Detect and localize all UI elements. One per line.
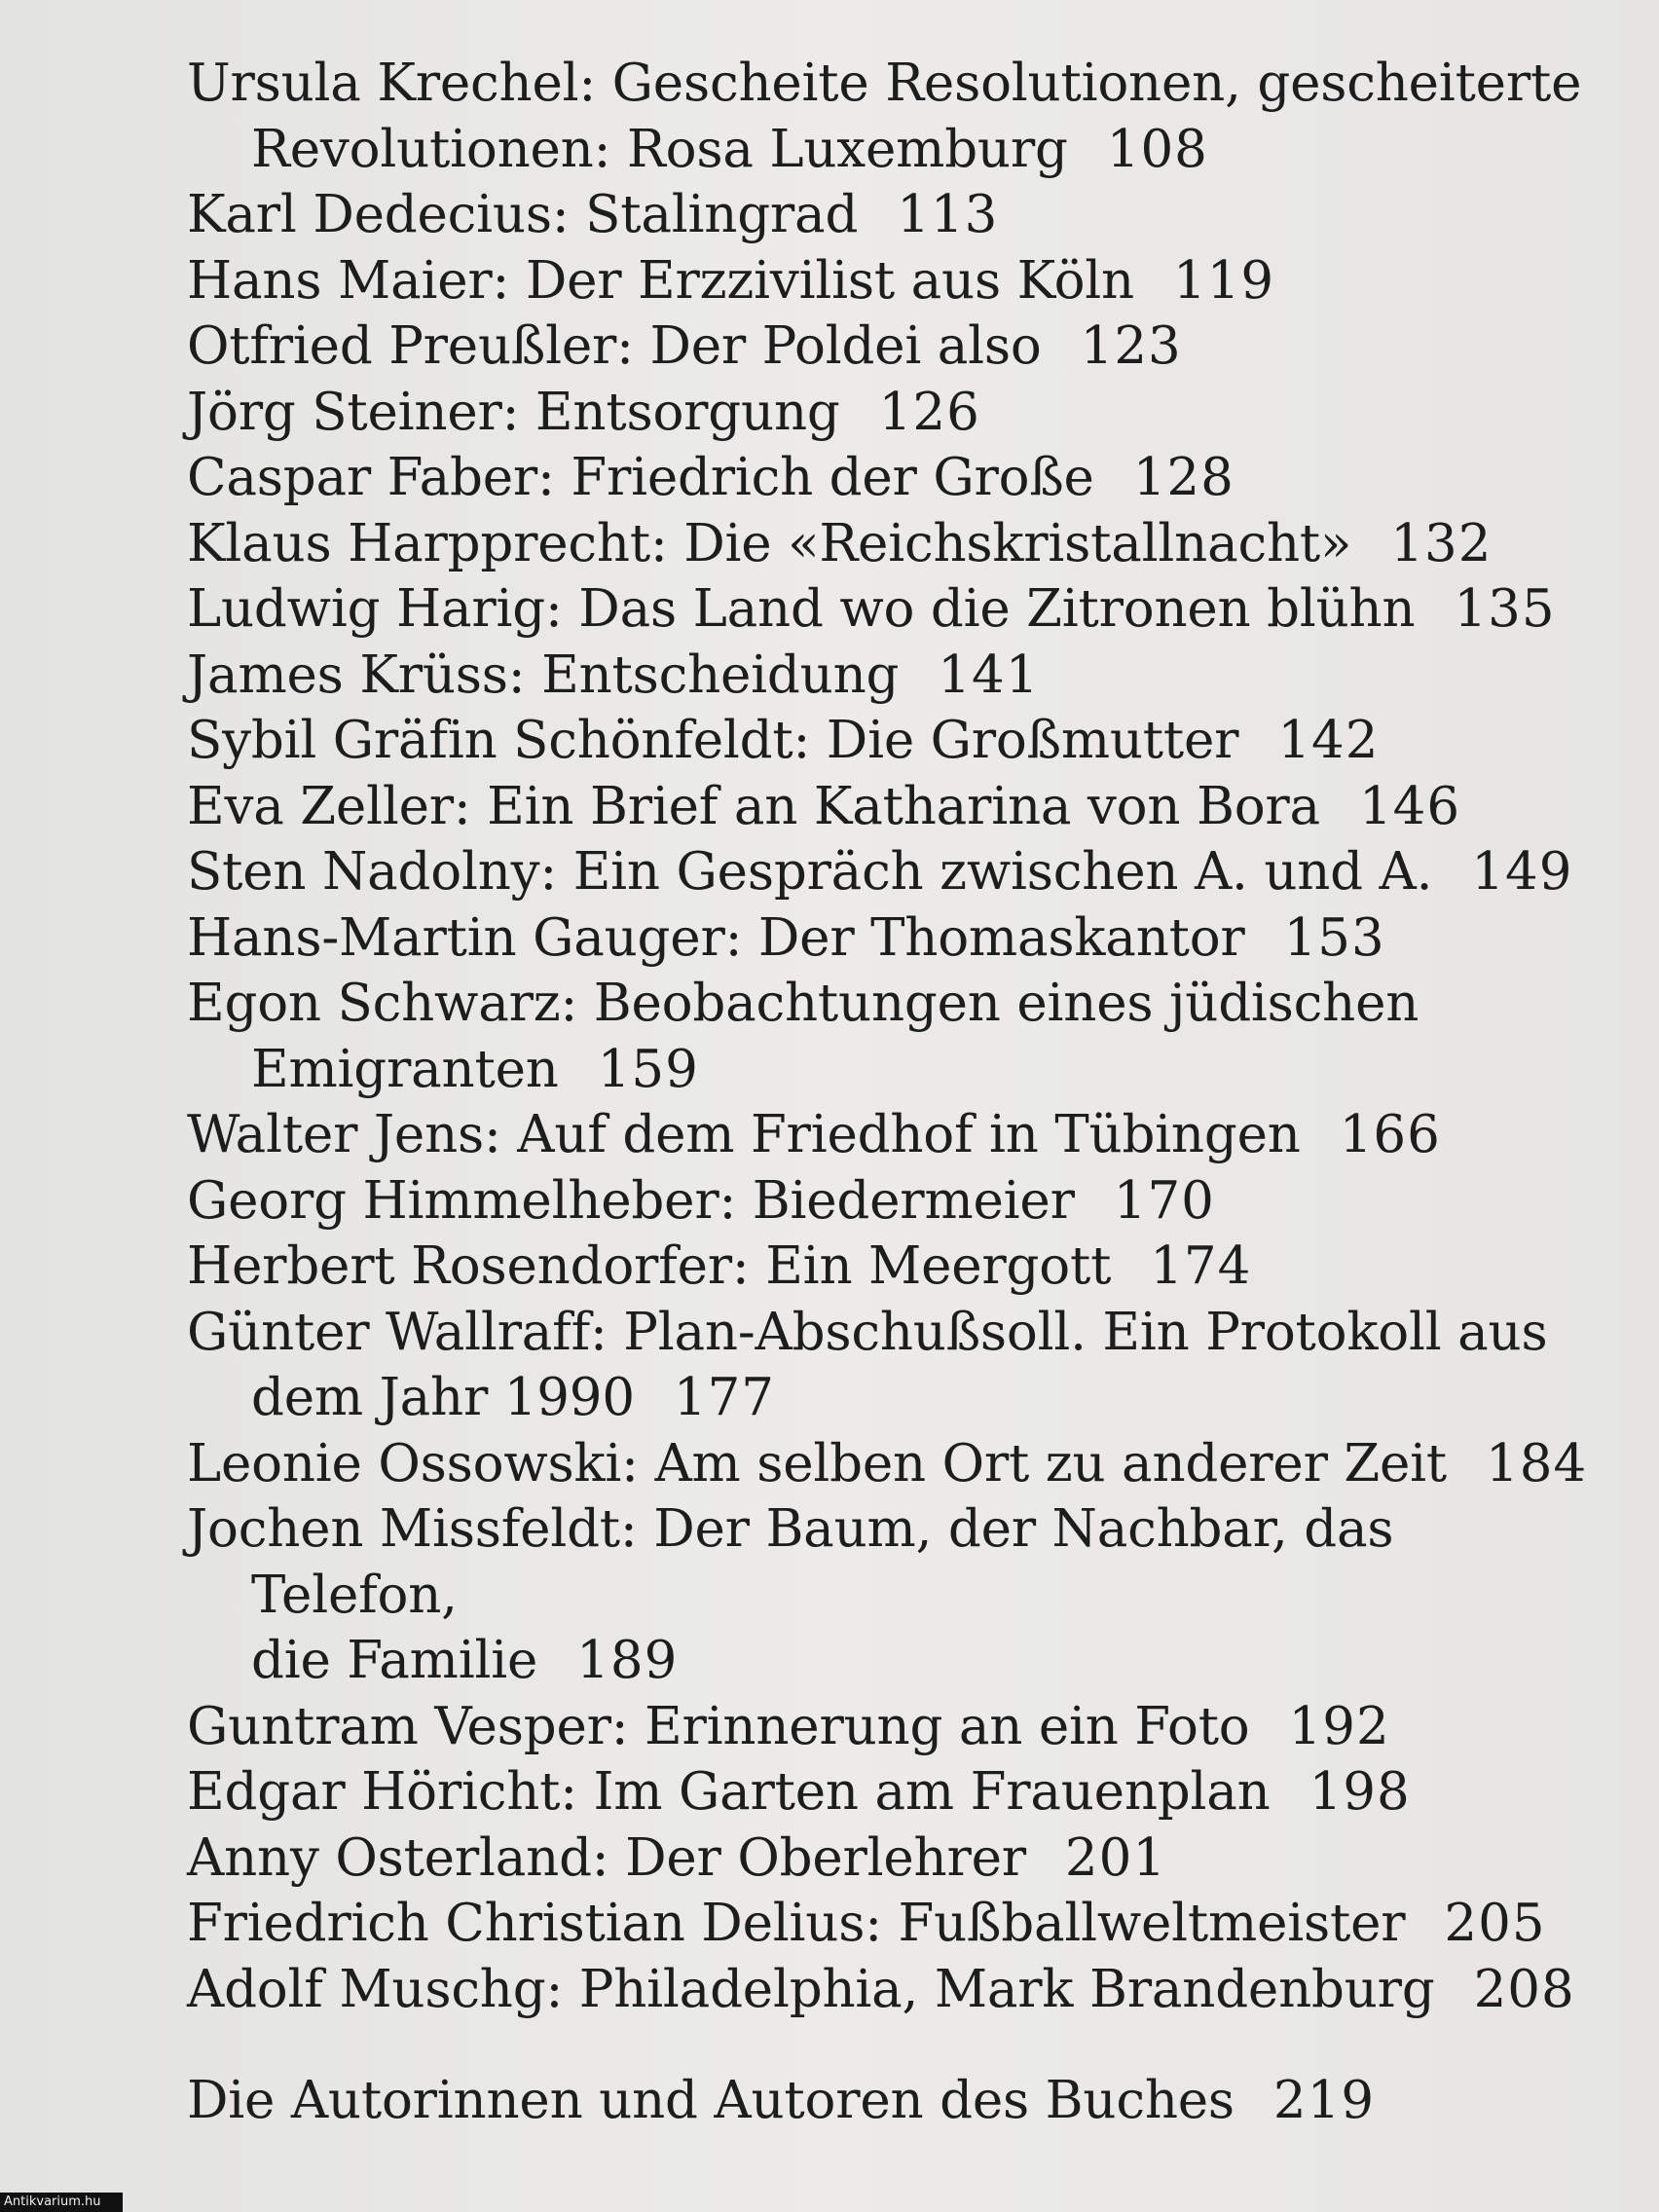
entry-title: Caspar Faber: Friedrich der Große: [187, 448, 1094, 507]
entry-title: Walter Jens: Auf dem Friedhof in Tübingen: [187, 1105, 1301, 1164]
section-gap: [187, 2022, 1589, 2068]
entry-title: Jochen Missfeldt: Der Baum, der Nachbar, das Telefon,: [187, 1499, 1394, 1625]
entry-title: Eva Zeller: Ein Brief an Katharina von Bora: [187, 776, 1320, 836]
entry-page-number: 123: [1080, 316, 1182, 376]
toc-entry: [187, 1300, 1589, 1431]
entry-title: Ursula Krechel: Gescheite Resolutionen, gescheiterte: [187, 54, 1582, 113]
entry-title: Edgar Höricht: Im Garten am Frauenplan: [187, 1762, 1271, 1822]
toc-entry: [187, 1957, 1589, 2023]
entry-title: Jörg Steiner: Entsorgung: [187, 382, 840, 442]
entry-title: Karl Dedecius: Stalingrad: [187, 185, 859, 244]
appendix-title: Die Autorinnen und Autoren des Buches: [187, 2071, 1235, 2130]
entry-page-number: 108: [1106, 119, 1208, 179]
toc-entry: [187, 971, 1589, 1102]
toc-entry: [187, 1694, 1589, 1760]
entry-title: Ludwig Harig: Das Land wo die Zitronen blühn: [187, 579, 1416, 639]
toc-entry: [187, 380, 1589, 446]
entry-title: Anny Osterland: Der Oberlehrer: [187, 1827, 1026, 1888]
entry-page-number: 184: [1486, 1433, 1588, 1493]
toc-entry: [187, 1234, 1589, 1300]
entry-title: James Krüss: Entscheidung: [187, 645, 900, 705]
toc-entry: [187, 708, 1589, 774]
toc-entry: [187, 1759, 1589, 1825]
entry-title: Hans Maier: Der Erzzivilist aus Köln: [187, 250, 1134, 311]
toc-entry: [187, 445, 1589, 511]
entry-title: Adolf Muschg: Philadelphia, Mark Brandenburg: [187, 1959, 1435, 2019]
entry-page-number: 159: [597, 1039, 699, 1099]
entry-page-number: 170: [1113, 1170, 1215, 1231]
toc-entry: [187, 774, 1589, 840]
entry-page-number: 135: [1454, 579, 1556, 639]
entry-title-continued: dem Jahr 1990: [251, 1368, 635, 1427]
toc-entry: [187, 1825, 1589, 1892]
entry-title: Günter Wallraff: Plan-Abschußsoll. Ein Protokoll aus: [187, 1302, 1548, 1362]
toc-entry: [187, 576, 1589, 643]
entry-title: Sybil Gräfin Schönfeldt: Die Großmutter: [187, 711, 1239, 770]
entry-title: Friedrich Christian Delius: Fußballweltmeister: [187, 1894, 1406, 1953]
entry-title: Klaus Harpprecht: Die «Reichskristallnacht»: [187, 513, 1352, 573]
entry-page-number: 128: [1132, 448, 1235, 507]
entry-page-number: 189: [576, 1631, 679, 1690]
toc-entry: [187, 51, 1589, 182]
entry-page-number: 174: [1150, 1236, 1252, 1296]
entry-title: Herbert Rosendorfer: Ein Meergott: [187, 1236, 1112, 1296]
entry-page-number: 177: [673, 1368, 776, 1427]
toc-entry: [187, 905, 1589, 972]
entry-page-number: 149: [1471, 842, 1573, 902]
table-of-contents: [187, 51, 1589, 2134]
toc-entry: [187, 182, 1589, 248]
entry-page-number: 132: [1390, 513, 1493, 573]
toc-entry: [187, 1431, 1589, 1497]
entry-title: Otfried Preußler: Der Poldei also: [187, 316, 1042, 376]
toc-entry: [187, 643, 1589, 709]
entry-title: Guntram Vesper: Erinnerung an ein Foto: [187, 1696, 1250, 1756]
entry-page-number: 166: [1339, 1105, 1441, 1164]
entry-title-continued: die Familie: [251, 1631, 538, 1690]
entry-page-number: 113: [897, 185, 999, 244]
entry-page-number: 126: [878, 382, 980, 442]
entry-title: Leonie Ossowski: Am selben Ort zu anderer Zeit: [187, 1433, 1448, 1493]
toc-entry: [187, 1168, 1589, 1235]
toc-entry: [187, 1102, 1589, 1168]
entry-page-number: 201: [1064, 1827, 1167, 1888]
entry-page-number: 205: [1444, 1894, 1546, 1953]
entry-title-continued: Revolutionen: Rosa Luxemburg: [251, 119, 1068, 179]
entry-page-number: 198: [1309, 1762, 1411, 1822]
entry-title: Hans-Martin Gauger: Der Thomaskantor: [187, 907, 1245, 968]
entry-page-number: 153: [1283, 907, 1385, 968]
toc-entry: [187, 839, 1589, 905]
entry-page-number: 142: [1277, 711, 1380, 770]
entry-title: Egon Schwarz: Beobachtungen eines jüdischen: [187, 974, 1419, 1033]
toc-entry: [187, 511, 1589, 577]
toc-entry: [187, 248, 1589, 314]
entry-page-number: 141: [938, 645, 1040, 705]
entry-title: Sten Nadolny: Ein Gespräch zwischen A. und A.: [187, 842, 1433, 902]
watermark-label: Antikvarium.hu: [0, 2193, 123, 2212]
entry-title: Georg Himmelheber: Biedermeier: [187, 1170, 1075, 1231]
entry-page-number: 119: [1172, 250, 1275, 311]
entry-page-number: 208: [1473, 1959, 1575, 2019]
entry-page-number: 192: [1288, 1696, 1390, 1756]
toc-entry: [187, 1891, 1589, 1957]
entry-page-number: 146: [1358, 776, 1461, 836]
toc-appendix-entry: [187, 2068, 1589, 2134]
toc-entry: [187, 1496, 1589, 1694]
toc-entry: [187, 313, 1589, 380]
entry-title-continued: Emigranten: [251, 1039, 559, 1099]
appendix-page-number: 219: [1272, 2071, 1376, 2130]
